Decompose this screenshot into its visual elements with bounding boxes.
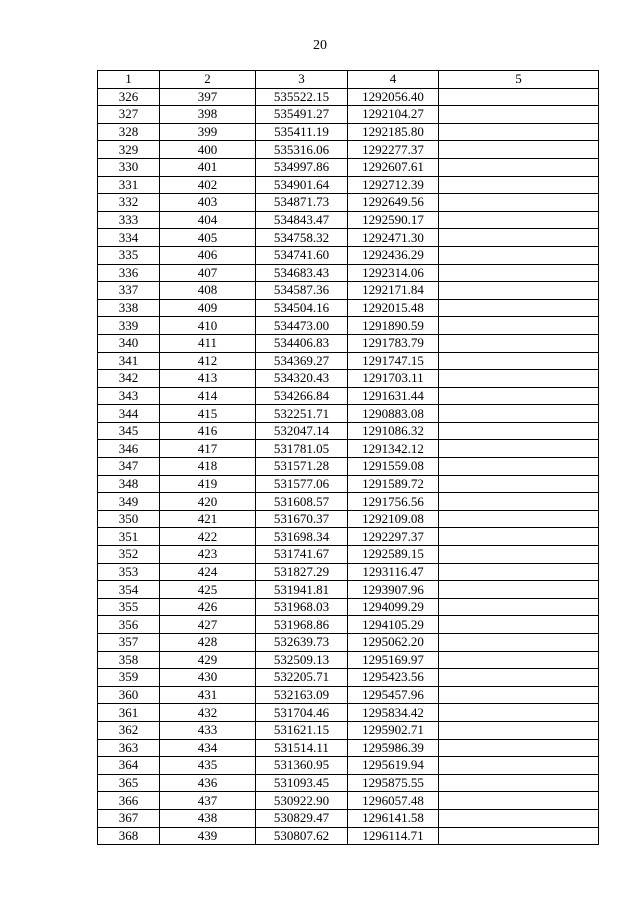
table-row [98, 264, 599, 282]
table-cell-col-4: 1291747.15 [348, 352, 439, 370]
table-row [98, 809, 599, 827]
table-cell-col-4: 1292171.84 [348, 282, 439, 300]
table-cell-col-3: 534406.83 [256, 334, 348, 352]
table-cell-col-3: 534997.86 [256, 158, 348, 176]
table-cell-col-1: 356 [98, 616, 160, 634]
table-cell-col-5 [439, 370, 599, 388]
table-row [98, 141, 599, 159]
table-cell-col-5 [439, 194, 599, 212]
table-cell-col-1: 361 [98, 704, 160, 722]
table-cell-col-2: 420 [160, 493, 256, 511]
table-cell-col-3: 534587.36 [256, 282, 348, 300]
table-cell-col-1: 330 [98, 158, 160, 176]
table-row [98, 405, 599, 423]
table-row [98, 194, 599, 212]
table-cell-col-1: 332 [98, 194, 160, 212]
table-cell-col-5 [439, 106, 599, 124]
table-cell-col-4: 1295619.94 [348, 757, 439, 775]
table-cell-col-4: 1295062.20 [348, 634, 439, 652]
table-cell-col-4: 1291559.08 [348, 458, 439, 476]
table-cell-col-1: 342 [98, 370, 160, 388]
table-cell-col-1: 335 [98, 246, 160, 264]
table-cell-col-5 [439, 264, 599, 282]
table-cell-col-1: 358 [98, 651, 160, 669]
table-row [98, 669, 599, 687]
table-cell-col-5 [439, 352, 599, 370]
table-cell-col-3: 535491.27 [256, 106, 348, 124]
table-row [98, 739, 599, 757]
table-cell-col-2: 406 [160, 246, 256, 264]
table-cell-col-2: 438 [160, 809, 256, 827]
column-header-4: 4 [348, 71, 439, 89]
table-cell-col-4: 1295457.96 [348, 686, 439, 704]
table-cell-col-4: 1293907.96 [348, 581, 439, 599]
table-cell-col-2: 418 [160, 458, 256, 476]
table-cell-col-3: 532251.71 [256, 405, 348, 423]
table-cell-col-4: 1292607.61 [348, 158, 439, 176]
table-cell-col-5 [439, 334, 599, 352]
table-cell-col-3: 532205.71 [256, 669, 348, 687]
table-cell-col-5 [439, 827, 599, 845]
table-row [98, 370, 599, 388]
table-cell-col-3: 531621.15 [256, 721, 348, 739]
table-cell-col-1: 368 [98, 827, 160, 845]
table-cell-col-1: 354 [98, 581, 160, 599]
table-row [98, 282, 599, 300]
table-cell-col-2: 398 [160, 106, 256, 124]
table-cell-col-4: 1291342.12 [348, 440, 439, 458]
table-cell-col-2: 414 [160, 387, 256, 405]
table-cell-col-4: 1291756.56 [348, 493, 439, 511]
table-cell-col-4: 1292590.17 [348, 211, 439, 229]
column-header-1: 1 [98, 71, 160, 89]
table-cell-col-2: 400 [160, 141, 256, 159]
table-cell-col-5 [439, 721, 599, 739]
table-cell-col-2: 397 [160, 88, 256, 106]
table-cell-col-4: 1292314.06 [348, 264, 439, 282]
table-row [98, 774, 599, 792]
table-row [98, 317, 599, 335]
table-cell-col-2: 439 [160, 827, 256, 845]
table-cell-col-2: 419 [160, 475, 256, 493]
table-cell-col-4: 1295169.97 [348, 651, 439, 669]
table-cell-col-1: 351 [98, 528, 160, 546]
table-cell-col-3: 532047.14 [256, 422, 348, 440]
table-cell-col-1: 343 [98, 387, 160, 405]
table-cell-col-5 [439, 581, 599, 599]
table-cell-col-4: 1291890.59 [348, 317, 439, 335]
table-cell-col-4: 1292277.37 [348, 141, 439, 159]
table-cell-col-3: 531514.11 [256, 739, 348, 757]
table-cell-col-2: 422 [160, 528, 256, 546]
table-cell-col-4: 1290883.08 [348, 405, 439, 423]
table-row [98, 458, 599, 476]
table-cell-col-2: 429 [160, 651, 256, 669]
table-cell-col-4: 1292297.37 [348, 528, 439, 546]
table-cell-col-2: 402 [160, 176, 256, 194]
table-cell-col-1: 360 [98, 686, 160, 704]
table-row [98, 123, 599, 141]
table-row [98, 757, 599, 775]
table-cell-col-2: 437 [160, 792, 256, 810]
table-cell-col-1: 326 [98, 88, 160, 106]
table-cell-col-3: 530829.47 [256, 809, 348, 827]
table-cell-col-2: 410 [160, 317, 256, 335]
table-cell-col-5 [439, 510, 599, 528]
table-row [98, 229, 599, 247]
table-cell-col-3: 535411.19 [256, 123, 348, 141]
table-row [98, 651, 599, 669]
table-cell-col-4: 1295834.42 [348, 704, 439, 722]
table-cell-col-2: 413 [160, 370, 256, 388]
table-cell-col-2: 431 [160, 686, 256, 704]
table-cell-col-2: 415 [160, 405, 256, 423]
table-cell-col-3: 534369.27 [256, 352, 348, 370]
table-cell-col-3: 534901.64 [256, 176, 348, 194]
page-number: 20 [313, 38, 327, 53]
table-cell-col-5 [439, 704, 599, 722]
table-row [98, 581, 599, 599]
table-cell-col-2: 412 [160, 352, 256, 370]
table-cell-col-2: 399 [160, 123, 256, 141]
table-cell-col-1: 349 [98, 493, 160, 511]
table-cell-col-1: 345 [98, 422, 160, 440]
table-cell-col-1: 347 [98, 458, 160, 476]
column-header-2: 2 [160, 71, 256, 89]
table-cell-col-1: 364 [98, 757, 160, 775]
table-cell-col-2: 417 [160, 440, 256, 458]
table-cell-col-1: 331 [98, 176, 160, 194]
table-row [98, 493, 599, 511]
table-cell-col-4: 1292109.08 [348, 510, 439, 528]
table-cell-col-4: 1291631.44 [348, 387, 439, 405]
table-cell-col-4: 1296141.58 [348, 809, 439, 827]
table-cell-col-2: 407 [160, 264, 256, 282]
table-row [98, 704, 599, 722]
table-row [98, 686, 599, 704]
table-cell-col-5 [439, 528, 599, 546]
table-cell-col-3: 534320.43 [256, 370, 348, 388]
table-cell-col-3: 532509.13 [256, 651, 348, 669]
table-cell-col-3: 530807.62 [256, 827, 348, 845]
table-cell-col-4: 1296114.71 [348, 827, 439, 845]
table-cell-col-5 [439, 158, 599, 176]
table-cell-col-5 [439, 739, 599, 757]
table-cell-col-5 [439, 317, 599, 335]
table-cell-col-2: 408 [160, 282, 256, 300]
table-cell-col-1: 328 [98, 123, 160, 141]
table-body [98, 88, 599, 845]
table-cell-col-3: 535522.15 [256, 88, 348, 106]
table-cell-col-2: 428 [160, 634, 256, 652]
table-cell-col-5 [439, 141, 599, 159]
table-cell-col-5 [439, 686, 599, 704]
table-cell-col-5 [439, 282, 599, 300]
table-cell-col-4: 1294099.29 [348, 598, 439, 616]
table-row [98, 475, 599, 493]
table-cell-col-2: 432 [160, 704, 256, 722]
table-cell-col-4: 1292589.15 [348, 546, 439, 564]
table-row [98, 334, 599, 352]
table-cell-col-1: 362 [98, 721, 160, 739]
table-cell-col-4: 1292185.80 [348, 123, 439, 141]
table-cell-col-5 [439, 88, 599, 106]
table-cell-col-2: 424 [160, 563, 256, 581]
table-cell-col-5 [439, 757, 599, 775]
table-row [98, 246, 599, 264]
column-header-5: 5 [439, 71, 599, 89]
table-cell-col-1: 337 [98, 282, 160, 300]
table-cell-col-3: 534473.00 [256, 317, 348, 335]
table-row [98, 211, 599, 229]
table-cell-col-5 [439, 211, 599, 229]
table-cell-col-3: 534683.43 [256, 264, 348, 282]
table-cell-col-1: 344 [98, 405, 160, 423]
table-cell-col-1: 365 [98, 774, 160, 792]
table-cell-col-2: 404 [160, 211, 256, 229]
table-cell-col-3: 534871.73 [256, 194, 348, 212]
table-cell-col-5 [439, 774, 599, 792]
table-cell-col-1: 353 [98, 563, 160, 581]
table-cell-col-4: 1292649.56 [348, 194, 439, 212]
table-cell-col-4: 1292104.27 [348, 106, 439, 124]
table-cell-col-5 [439, 299, 599, 317]
table-cell-col-5 [439, 792, 599, 810]
table-cell-col-3: 532639.73 [256, 634, 348, 652]
table-cell-col-1: 329 [98, 141, 160, 159]
table-cell-col-3: 534741.60 [256, 246, 348, 264]
table-cell-col-1: 359 [98, 669, 160, 687]
table-cell-col-5 [439, 229, 599, 247]
table-cell-col-5 [439, 669, 599, 687]
table-cell-col-4: 1291703.11 [348, 370, 439, 388]
table-cell-col-3: 534266.84 [256, 387, 348, 405]
table-cell-col-4: 1291589.72 [348, 475, 439, 493]
table-cell-col-3: 534843.47 [256, 211, 348, 229]
table-cell-col-5 [439, 176, 599, 194]
table-row [98, 598, 599, 616]
table-cell-col-2: 433 [160, 721, 256, 739]
column-header-3: 3 [256, 71, 348, 89]
table-cell-col-4: 1294105.29 [348, 616, 439, 634]
table-cell-col-1: 341 [98, 352, 160, 370]
table-cell-col-5 [439, 123, 599, 141]
table-row [98, 158, 599, 176]
table-cell-col-1: 338 [98, 299, 160, 317]
table-cell-col-3: 530922.90 [256, 792, 348, 810]
table-cell-col-2: 416 [160, 422, 256, 440]
table-header-row [98, 71, 599, 89]
table-cell-col-2: 401 [160, 158, 256, 176]
table-cell-col-2: 426 [160, 598, 256, 616]
table-cell-col-5 [439, 651, 599, 669]
table-row [98, 176, 599, 194]
table-cell-col-5 [439, 422, 599, 440]
table-cell-col-2: 403 [160, 194, 256, 212]
table-cell-col-5 [439, 546, 599, 564]
table-cell-col-3: 531571.28 [256, 458, 348, 476]
table-cell-col-2: 435 [160, 757, 256, 775]
table-row [98, 387, 599, 405]
table-cell-col-1: 355 [98, 598, 160, 616]
table-cell-col-5 [439, 809, 599, 827]
table-cell-col-2: 409 [160, 299, 256, 317]
table-cell-col-1: 336 [98, 264, 160, 282]
table-row [98, 616, 599, 634]
table-cell-col-3: 531698.34 [256, 528, 348, 546]
table-cell-col-1: 333 [98, 211, 160, 229]
table-cell-col-3: 531941.81 [256, 581, 348, 599]
table-cell-col-5 [439, 458, 599, 476]
table-row [98, 634, 599, 652]
table-cell-col-5 [439, 598, 599, 616]
table-row [98, 299, 599, 317]
table-cell-col-2: 423 [160, 546, 256, 564]
table-cell-col-1: 334 [98, 229, 160, 247]
table-cell-col-4: 1295902.71 [348, 721, 439, 739]
table-cell-col-5 [439, 440, 599, 458]
table-cell-col-3: 531968.86 [256, 616, 348, 634]
table-cell-col-2: 427 [160, 616, 256, 634]
table-cell-col-3: 531093.45 [256, 774, 348, 792]
table-cell-col-5 [439, 493, 599, 511]
table-cell-col-4: 1295986.39 [348, 739, 439, 757]
table-cell-col-4: 1295423.56 [348, 669, 439, 687]
table-cell-col-3: 531360.95 [256, 757, 348, 775]
table-cell-col-2: 434 [160, 739, 256, 757]
table-cell-col-4: 1292015.48 [348, 299, 439, 317]
table-row [98, 88, 599, 106]
table-cell-col-4: 1292471.30 [348, 229, 439, 247]
table-cell-col-1: 339 [98, 317, 160, 335]
table-cell-col-1: 366 [98, 792, 160, 810]
table-cell-col-5 [439, 387, 599, 405]
table-cell-col-1: 340 [98, 334, 160, 352]
table-cell-col-4: 1291783.79 [348, 334, 439, 352]
table-cell-col-3: 532163.09 [256, 686, 348, 704]
table-cell-col-3: 531577.06 [256, 475, 348, 493]
table-cell-col-2: 411 [160, 334, 256, 352]
table-cell-col-2: 405 [160, 229, 256, 247]
table-row [98, 792, 599, 810]
table-cell-col-1: 346 [98, 440, 160, 458]
table-cell-col-3: 531968.03 [256, 598, 348, 616]
table-row [98, 352, 599, 370]
table-cell-col-3: 531670.37 [256, 510, 348, 528]
table-cell-col-4: 1293116.47 [348, 563, 439, 581]
table-cell-col-1: 350 [98, 510, 160, 528]
table-cell-col-3: 531741.67 [256, 546, 348, 564]
table-cell-col-4: 1292712.39 [348, 176, 439, 194]
table-cell-col-1: 352 [98, 546, 160, 564]
table-cell-col-4: 1295875.55 [348, 774, 439, 792]
table-cell-col-1: 348 [98, 475, 160, 493]
table-cell-col-5 [439, 246, 599, 264]
table-cell-col-3: 531781.05 [256, 440, 348, 458]
table-cell-col-5 [439, 634, 599, 652]
coordinates-table [97, 70, 599, 845]
table-cell-col-3: 534758.32 [256, 229, 348, 247]
table-cell-col-3: 531608.57 [256, 493, 348, 511]
table-cell-col-5 [439, 475, 599, 493]
table-row [98, 106, 599, 124]
table-cell-col-4: 1291086.32 [348, 422, 439, 440]
table-cell-col-1: 367 [98, 809, 160, 827]
table-cell-col-4: 1292056.40 [348, 88, 439, 106]
table-cell-col-5 [439, 616, 599, 634]
table-cell-col-2: 436 [160, 774, 256, 792]
table-cell-col-4: 1292436.29 [348, 246, 439, 264]
table-cell-col-1: 357 [98, 634, 160, 652]
table-cell-col-4: 1296057.48 [348, 792, 439, 810]
table-cell-col-3: 531704.46 [256, 704, 348, 722]
table-cell-col-3: 531827.29 [256, 563, 348, 581]
table-row [98, 546, 599, 564]
table-cell-col-3: 534504.16 [256, 299, 348, 317]
table-cell-col-1: 363 [98, 739, 160, 757]
table-cell-col-2: 421 [160, 510, 256, 528]
table-cell-col-2: 430 [160, 669, 256, 687]
table-cell-col-1: 327 [98, 106, 160, 124]
table-row [98, 422, 599, 440]
table-row [98, 721, 599, 739]
table-cell-col-5 [439, 563, 599, 581]
table-cell-col-5 [439, 405, 599, 423]
table-row [98, 528, 599, 546]
table-row [98, 440, 599, 458]
table-row [98, 510, 599, 528]
table-row [98, 827, 599, 845]
table-cell-col-3: 535316.06 [256, 141, 348, 159]
table-row [98, 563, 599, 581]
table-cell-col-2: 425 [160, 581, 256, 599]
